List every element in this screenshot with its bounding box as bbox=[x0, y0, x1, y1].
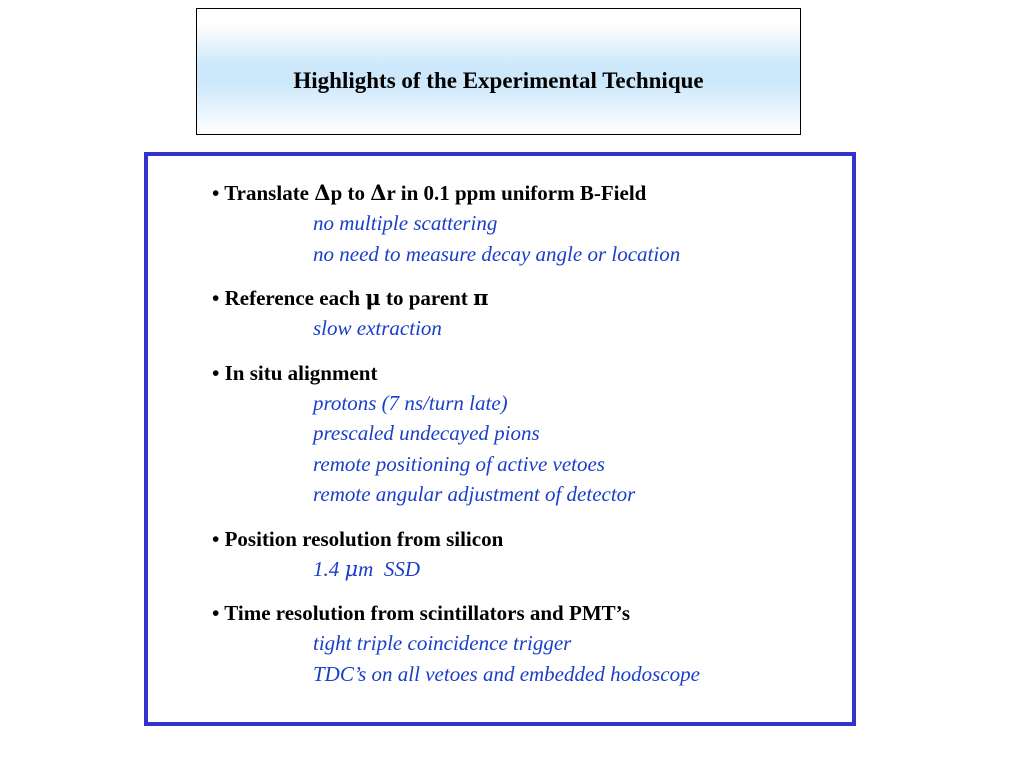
bullet-heading: • Time resolution from scintillators and PMT’s bbox=[212, 601, 631, 625]
bullet-marker: • bbox=[212, 286, 220, 310]
delta-symbol: Δ bbox=[370, 180, 387, 205]
bullet-heading: • Reference each μ to parent π bbox=[212, 285, 489, 310]
bullet-alignment bbox=[212, 358, 852, 510]
mu-symbol: μ bbox=[365, 285, 381, 310]
sub-item: slow extraction bbox=[313, 316, 442, 340]
sub-item: tight triple coincidence trigger bbox=[313, 631, 572, 655]
sub-item: no multiple scattering bbox=[313, 211, 498, 235]
title-box bbox=[196, 8, 801, 135]
sub-item: prescaled undecayed pions bbox=[313, 421, 540, 445]
bullet-position-resolution bbox=[212, 524, 852, 585]
bullet-marker: • bbox=[212, 526, 220, 551]
slide-title: Highlights of the Experimental Technique bbox=[293, 68, 704, 93]
bullet-heading: • In situ alignment bbox=[212, 360, 378, 385]
bullet-marker: • bbox=[212, 601, 220, 625]
bullet-list bbox=[212, 178, 852, 703]
bullet-translate bbox=[212, 178, 852, 269]
sub-item: remote angular adjustment of detector bbox=[313, 482, 636, 506]
sub-item: remote positioning of active vetoes bbox=[313, 451, 605, 476]
delta-symbol: Δ bbox=[314, 180, 331, 205]
sub-item: TDC’s on all vetoes and embedded hodoscope bbox=[313, 661, 700, 686]
mu-symbol: μ bbox=[344, 556, 359, 581]
bullet-heading: • Translate Δp to Δr in 0.1 ppm uniform B-Field bbox=[212, 180, 647, 205]
sub-item: protons (7 ns/turn late) bbox=[313, 390, 508, 415]
bullet-reference bbox=[212, 283, 852, 344]
sub-item: 1.4 μm SSD bbox=[313, 556, 420, 581]
bullet-time-resolution bbox=[212, 598, 852, 689]
content-box bbox=[144, 152, 856, 726]
sub-item: no need to measure decay angle or location bbox=[313, 241, 681, 266]
pi-symbol: π bbox=[473, 285, 489, 310]
bullet-marker: • bbox=[212, 181, 220, 205]
bullet-marker: • bbox=[212, 360, 220, 385]
bullet-heading: • Position resolution from silicon bbox=[212, 526, 504, 551]
